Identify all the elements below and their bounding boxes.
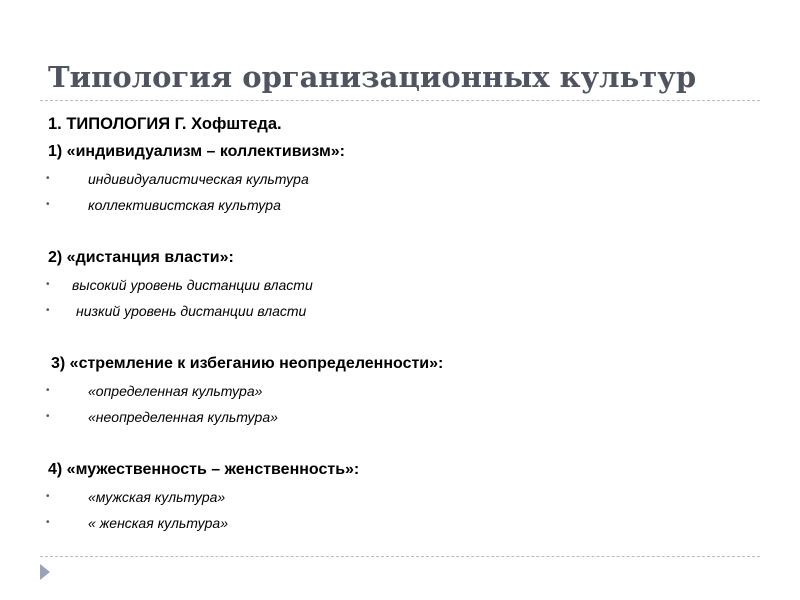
bullet-icon: • — [46, 173, 50, 184]
list-item-text: низкий уровень дистанции власти — [76, 303, 307, 319]
section-3-heading: 3) «стремление к избеганию неопределенности»: — [51, 355, 444, 372]
footer-divider — [40, 556, 760, 557]
section-4-heading: 4) «мужественность – женственность»: — [48, 461, 360, 478]
bullet-icon: • — [46, 491, 50, 502]
bullet-icon: • — [46, 279, 50, 290]
list-item-text: индивидуалистическая культура — [88, 171, 309, 187]
bullet-icon: • — [46, 305, 50, 316]
list-item-text: «мужская культура» — [88, 489, 226, 505]
typology-heading: 1. ТИПОЛОГИЯ Г. Хофштеда. — [48, 115, 282, 133]
list-item-text: коллективистская культура — [88, 197, 281, 213]
bullet-icon: • — [46, 517, 50, 528]
section-2-heading: 2) «дистанция власти»: — [48, 249, 234, 266]
section-1-heading: 1) «индивидуализм – коллективизм»: — [48, 143, 346, 160]
bullet-icon: • — [46, 385, 50, 396]
play-arrow-icon[interactable] — [40, 564, 50, 580]
list-item-text: высокий уровень дистанции власти — [72, 277, 313, 293]
list-item-text: «определенная культура» — [88, 383, 263, 399]
bullet-icon: • — [46, 199, 50, 210]
list-item-text: «неопределенная культура» — [88, 409, 278, 425]
slide-title: Типология организационных культур — [48, 60, 697, 94]
bullet-icon: • — [46, 411, 50, 422]
list-item-text: « женская культура» — [88, 515, 228, 531]
